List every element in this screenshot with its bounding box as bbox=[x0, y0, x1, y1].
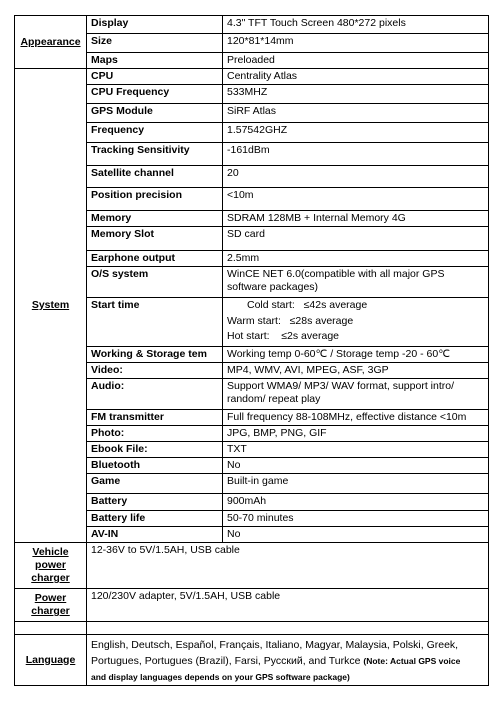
warm-start-value: ≤28s average bbox=[289, 315, 354, 327]
table-row bbox=[15, 363, 489, 379]
table-row bbox=[15, 53, 489, 69]
table-row bbox=[15, 16, 489, 34]
photo-value: JPG, BMP, PNG, GIF bbox=[223, 426, 489, 442]
table-row bbox=[15, 511, 489, 527]
gps-module-label: GPS Module bbox=[87, 104, 223, 123]
table-row bbox=[15, 347, 489, 363]
table-row bbox=[15, 143, 489, 166]
table-row bbox=[15, 379, 489, 410]
cpu-frequency-label: CPU Frequency bbox=[87, 85, 223, 104]
table-row bbox=[15, 211, 489, 227]
table-row bbox=[15, 85, 489, 104]
table-row bbox=[15, 442, 489, 458]
earphone-output-value: 2.5mm bbox=[223, 251, 489, 267]
section-appearance: Appearance bbox=[15, 16, 87, 69]
os-system-line-1: WinCE NET 6.0(compatible with all major GPS bbox=[227, 268, 445, 280]
os-system-line-2: software packages) bbox=[227, 281, 319, 293]
video-value: MP4, WMV, AVI, MPEG, ASF, 3GP bbox=[223, 363, 489, 379]
spacer-cell bbox=[15, 622, 87, 635]
hot-start-value: ≤2s average bbox=[281, 330, 339, 342]
vehicle-charger-value: 12-36V to 5V/1.5AH, USB cable bbox=[87, 543, 489, 589]
cpu-frequency-value: 533MHZ bbox=[223, 85, 489, 104]
table-row bbox=[15, 123, 489, 143]
section-vehicle-charger bbox=[15, 543, 87, 589]
satellite-channel-value: 20 bbox=[223, 166, 489, 188]
fm-transmitter-label: FM transmitter bbox=[87, 410, 223, 426]
cpu-value: Centrality Atlas bbox=[223, 69, 489, 85]
os-system-label: O/S system bbox=[87, 267, 223, 298]
spec-table bbox=[14, 15, 489, 686]
size-label: Size bbox=[87, 34, 223, 53]
battery-value: 900mAh bbox=[223, 494, 489, 511]
position-precision-value: <10m bbox=[223, 188, 489, 211]
table-row bbox=[15, 494, 489, 511]
table-row bbox=[15, 458, 489, 474]
photo-label: Photo: bbox=[87, 426, 223, 442]
cpu-label: CPU bbox=[87, 69, 223, 85]
language-value bbox=[87, 635, 489, 686]
table-row bbox=[15, 251, 489, 267]
language-note-a: (Note: Actual GPS voice bbox=[363, 656, 461, 666]
section-system: System bbox=[15, 69, 87, 543]
av-in-value: No bbox=[223, 527, 489, 543]
maps-label: Maps bbox=[87, 53, 223, 69]
power-charger-line-1: Power bbox=[34, 592, 67, 604]
battery-label: Battery bbox=[87, 494, 223, 511]
language-note-b: and display languages depends on your GPS software package) bbox=[91, 672, 350, 682]
section-language: Language bbox=[15, 635, 87, 686]
memory-slot-value: SD card bbox=[223, 227, 489, 251]
section-power-charger bbox=[15, 589, 87, 622]
language-line-1: English, Deutsch, Español, Français, Italiano, Magyar, Malaysia, Polski, Greek, bbox=[91, 639, 459, 651]
table-row bbox=[15, 410, 489, 426]
spacer-cell bbox=[87, 622, 489, 635]
vehicle-charger-line-2: power bbox=[35, 559, 66, 571]
frequency-value: 1.57542GHZ bbox=[223, 123, 489, 143]
table-row bbox=[15, 622, 489, 635]
working-storage-label: Working & Storage tem bbox=[87, 347, 223, 363]
bluetooth-label: Bluetooth bbox=[87, 458, 223, 474]
table-row bbox=[15, 474, 489, 494]
gps-module-value: SiRF Atlas bbox=[223, 104, 489, 123]
display-label: Display bbox=[87, 16, 223, 34]
bluetooth-value: No bbox=[223, 458, 489, 474]
warm-start-name: Warm start: bbox=[227, 315, 281, 327]
power-charger-value: 120/230V adapter, 5V/1.5AH, USB cable bbox=[87, 589, 489, 622]
working-storage-value: Working temp 0-60℃ / Storage temp -20 - 60℃ bbox=[223, 347, 489, 363]
game-label: Game bbox=[87, 474, 223, 494]
size-value: 120*81*14mm bbox=[223, 34, 489, 53]
battery-life-label: Battery life bbox=[87, 511, 223, 527]
table-row bbox=[15, 426, 489, 442]
tracking-sensitivity-label: Tracking Sensitivity bbox=[87, 143, 223, 166]
maps-value: Preloaded bbox=[223, 53, 489, 69]
table-row bbox=[15, 104, 489, 123]
audio-label: Audio: bbox=[87, 379, 223, 410]
memory-value: SDRAM 128MB + Internal Memory 4G bbox=[223, 211, 489, 227]
audio-line-1: Support WMA9/ MP3/ WAV format, support intro/ bbox=[227, 380, 454, 392]
audio-line-2: random/ repeat play bbox=[227, 393, 321, 405]
cold-start-value: ≤42s average bbox=[303, 299, 368, 311]
audio-value bbox=[223, 379, 489, 410]
table-row bbox=[15, 635, 489, 686]
os-system-value bbox=[223, 267, 489, 298]
vehicle-charger-line-1: Vehicle bbox=[32, 546, 69, 558]
vehicle-charger-line-3: charger bbox=[31, 572, 70, 584]
cold-start-name: Cold start: bbox=[247, 299, 295, 311]
table-row bbox=[15, 166, 489, 188]
position-precision-label: Position precision bbox=[87, 188, 223, 211]
satellite-channel-label: Satellite channel bbox=[87, 166, 223, 188]
table-row bbox=[15, 543, 489, 589]
fm-transmitter-value: Full frequency 88-108MHz, effective distance <10m bbox=[223, 410, 489, 426]
hot-start-name: Hot start: bbox=[227, 330, 270, 342]
av-in-label: AV-IN bbox=[87, 527, 223, 543]
ebook-label: Ebook File: bbox=[87, 442, 223, 458]
table-row bbox=[15, 34, 489, 53]
table-row bbox=[15, 298, 489, 347]
ebook-value: TXT bbox=[223, 442, 489, 458]
memory-slot-label: Memory Slot bbox=[87, 227, 223, 251]
table-row bbox=[15, 589, 489, 622]
start-time-label: Start time bbox=[87, 298, 223, 347]
video-label: Video: bbox=[87, 363, 223, 379]
power-charger-line-2: charger bbox=[31, 605, 70, 617]
display-value: 4.3" TFT Touch Screen 480*272 pixels bbox=[223, 16, 489, 34]
table-row bbox=[15, 188, 489, 211]
table-row bbox=[15, 527, 489, 543]
frequency-label: Frequency bbox=[87, 123, 223, 143]
earphone-output-label: Earphone output bbox=[87, 251, 223, 267]
battery-life-value: 50-70 minutes bbox=[223, 511, 489, 527]
language-line-2: Portugues, Portugues (Brazil), Farsi, Русский, and Turkce bbox=[91, 655, 364, 667]
table-row bbox=[15, 69, 489, 85]
game-value: Built-in game bbox=[223, 474, 489, 494]
table-row bbox=[15, 227, 489, 251]
table-row bbox=[15, 267, 489, 298]
memory-label: Memory bbox=[87, 211, 223, 227]
tracking-sensitivity-value: -161dBm bbox=[223, 143, 489, 166]
start-time-value bbox=[223, 298, 489, 347]
